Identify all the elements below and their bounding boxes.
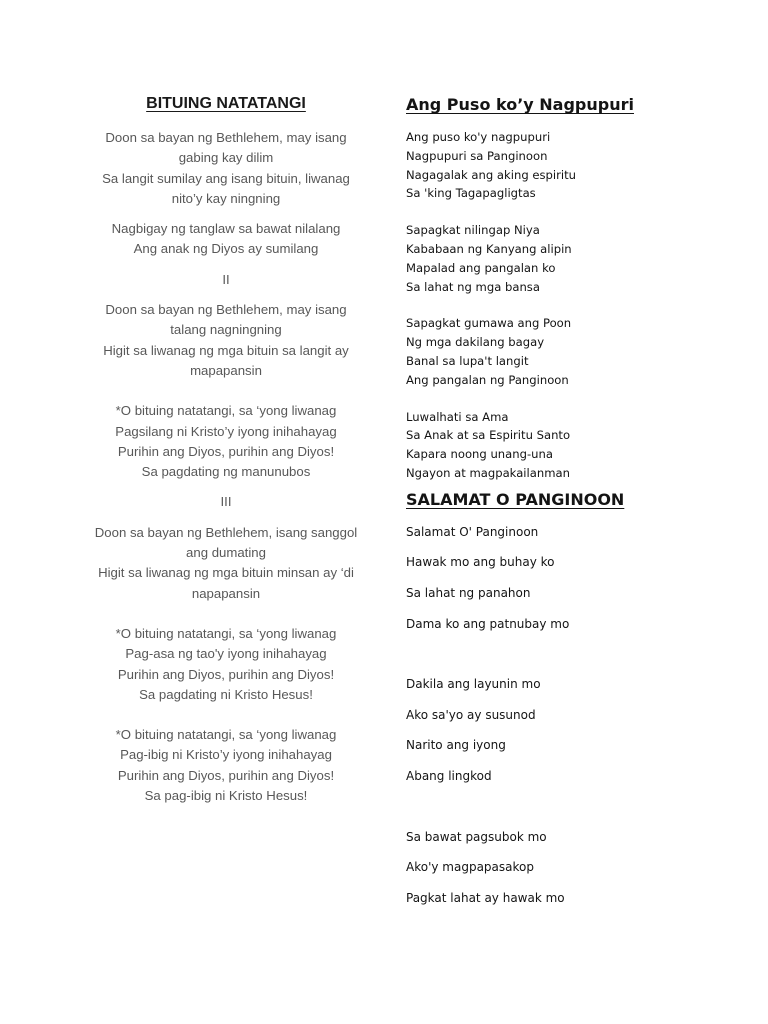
lyric-line: Ang anak ng Diyos ay sumilang: [133, 241, 319, 257]
lyric-line: Luwalhati sa Ama: [406, 409, 509, 424]
stanza: [406, 822, 746, 914]
lyric-line: Hawak mo ang buhay ko: [406, 555, 555, 570]
lyric-line: Sa bawat pagsubok mo: [406, 829, 547, 844]
lyric-line: gabing kay dilim: [178, 150, 274, 166]
lyric-line: Dakila ang layunin mo: [406, 677, 541, 692]
verse-number: III: [220, 494, 232, 510]
lyric-line: Salamat O' Panginoon: [406, 524, 539, 539]
lyric-line: Banal sa lupa't langit: [406, 353, 529, 368]
lyric-line: talang nagningning: [170, 322, 282, 338]
lyric-line: Mapalad ang pangalan ko: [406, 260, 556, 275]
lyric-line: Sa pagdating ni Kristo Hesus!: [139, 686, 313, 702]
stanza: [86, 523, 366, 604]
lyric-line: Kababaan ng Kanyang alipin: [406, 241, 572, 256]
song-title: SALAMAT O PANGINOON: [406, 489, 625, 509]
lyric-line: Purihin ang Diyos, purihin ang Diyos!: [117, 666, 335, 682]
lyric-line: *O bituing natatangi, sa ‘yong liwanag: [115, 625, 337, 641]
lyric-line: Nagagalak ang aking espiritu: [406, 167, 576, 182]
stanza: [86, 300, 366, 381]
lyric-line: Doon sa bayan ng Bethlehem, may isang: [105, 130, 347, 145]
lyric-line: Sapagkat nilingap Niya: [406, 223, 540, 238]
lyric-line: Sapagkat gumawa ang Poon: [406, 316, 572, 331]
lyric-line: mapapansin: [190, 362, 262, 378]
verse-number: II: [222, 271, 230, 287]
lyric-line: Pag-ibig ni Kristo’y iyong inihahayag: [120, 747, 332, 763]
lyric-line: Kapara noong unang-una: [406, 447, 553, 462]
song-lyrics: [406, 128, 746, 483]
lyric-line: Ang puso ko'y nagpupuri: [406, 130, 551, 144]
song-lyrics: [406, 517, 746, 914]
lyric-line: Purihin ang Diyos, purihin ang Diyos!: [117, 767, 335, 783]
lyric-line: Dama ko ang patnubay mo: [406, 616, 570, 631]
lyric-line: Pag-asa ng tao'y iyong inihahayag: [125, 646, 327, 662]
stanza: [406, 221, 746, 296]
stanza: [86, 624, 366, 705]
stanza: [86, 219, 366, 260]
lyric-line: napapansin: [191, 585, 261, 601]
stanza: [86, 401, 366, 482]
verse-group-1: [86, 128, 366, 260]
stanza: [86, 725, 366, 806]
lyric-line: Sa pagdating ng manunubos: [141, 464, 311, 480]
lyric-line: Ako'y magpapasakop: [406, 860, 534, 875]
lyric-line: Abang lingkod: [406, 768, 492, 783]
verse-group-3: [86, 523, 366, 807]
lyric-line: Purihin ang Diyos, purihin ang Diyos!: [117, 443, 335, 459]
lyric-line: *O bituing natatangi, sa ‘yong liwanag: [115, 403, 337, 419]
lyric-line: Doon sa bayan ng Bethlehem, isang sanggol: [94, 524, 358, 540]
stanza: [406, 517, 746, 639]
lyric-line: *O bituing natatangi, sa ‘yong liwanag: [115, 727, 337, 743]
lyric-line: Higit sa liwanag ng mga bituin minsan ay ‘di: [98, 565, 354, 581]
song-title: Ang Puso ko’y Nagpupuri: [406, 95, 634, 114]
stanza: [406, 669, 746, 791]
lyric-line: Sa Anak at sa Espiritu Santo: [406, 428, 571, 443]
song-ang-puso: [406, 92, 746, 483]
lyric-line: Ng mga dakilang bagay: [406, 335, 545, 350]
lyric-line: Ako sa'yo ay susunod: [406, 707, 536, 722]
lyric-line: Nagpupuri sa Panginoon: [406, 148, 548, 163]
stanza: [86, 128, 366, 209]
song-bituing-natatangi: [86, 92, 366, 816]
lyric-line: Sa langit sumilay ang isang bituin, liwanag: [102, 170, 350, 186]
lyric-line: Sa pag-ibig ni Kristo Hesus!: [144, 788, 308, 804]
lyric-line: ang dumating: [186, 545, 266, 561]
lyric-line: Nagbigay ng tanglaw sa bawat nilalang: [111, 221, 341, 237]
lyric-line: Ang pangalan ng Panginoon: [406, 372, 569, 387]
lyric-line: Doon sa bayan ng Bethlehem, may isang: [105, 302, 347, 318]
song-title: BITUING NATATANGI: [146, 95, 306, 112]
verse-group-2: [86, 300, 366, 482]
stanza: [406, 314, 746, 389]
right-column: [406, 92, 746, 913]
lyric-line: Sa 'king Tagapagligtas: [406, 186, 536, 201]
lyric-line: Ngayon at magpakailanman: [406, 465, 570, 480]
lyric-line: Sa lahat ng panahon: [406, 585, 531, 600]
stanza: [406, 408, 746, 483]
lyric-line: Pagsilang ni Kristo’y iyong inihahayag: [115, 423, 337, 439]
lyric-line: Sa lahat ng mga bansa: [406, 279, 540, 294]
lyric-line: Higit sa liwanag ng mga bituin sa langit ay: [103, 342, 349, 358]
lyric-line: Pagkat lahat ay hawak mo: [406, 890, 565, 905]
lyric-line: nito’y kay ningning: [171, 190, 281, 206]
lyric-line: Narito ang iyong: [406, 738, 506, 753]
stanza: [406, 128, 746, 203]
song-salamat: [406, 487, 746, 914]
